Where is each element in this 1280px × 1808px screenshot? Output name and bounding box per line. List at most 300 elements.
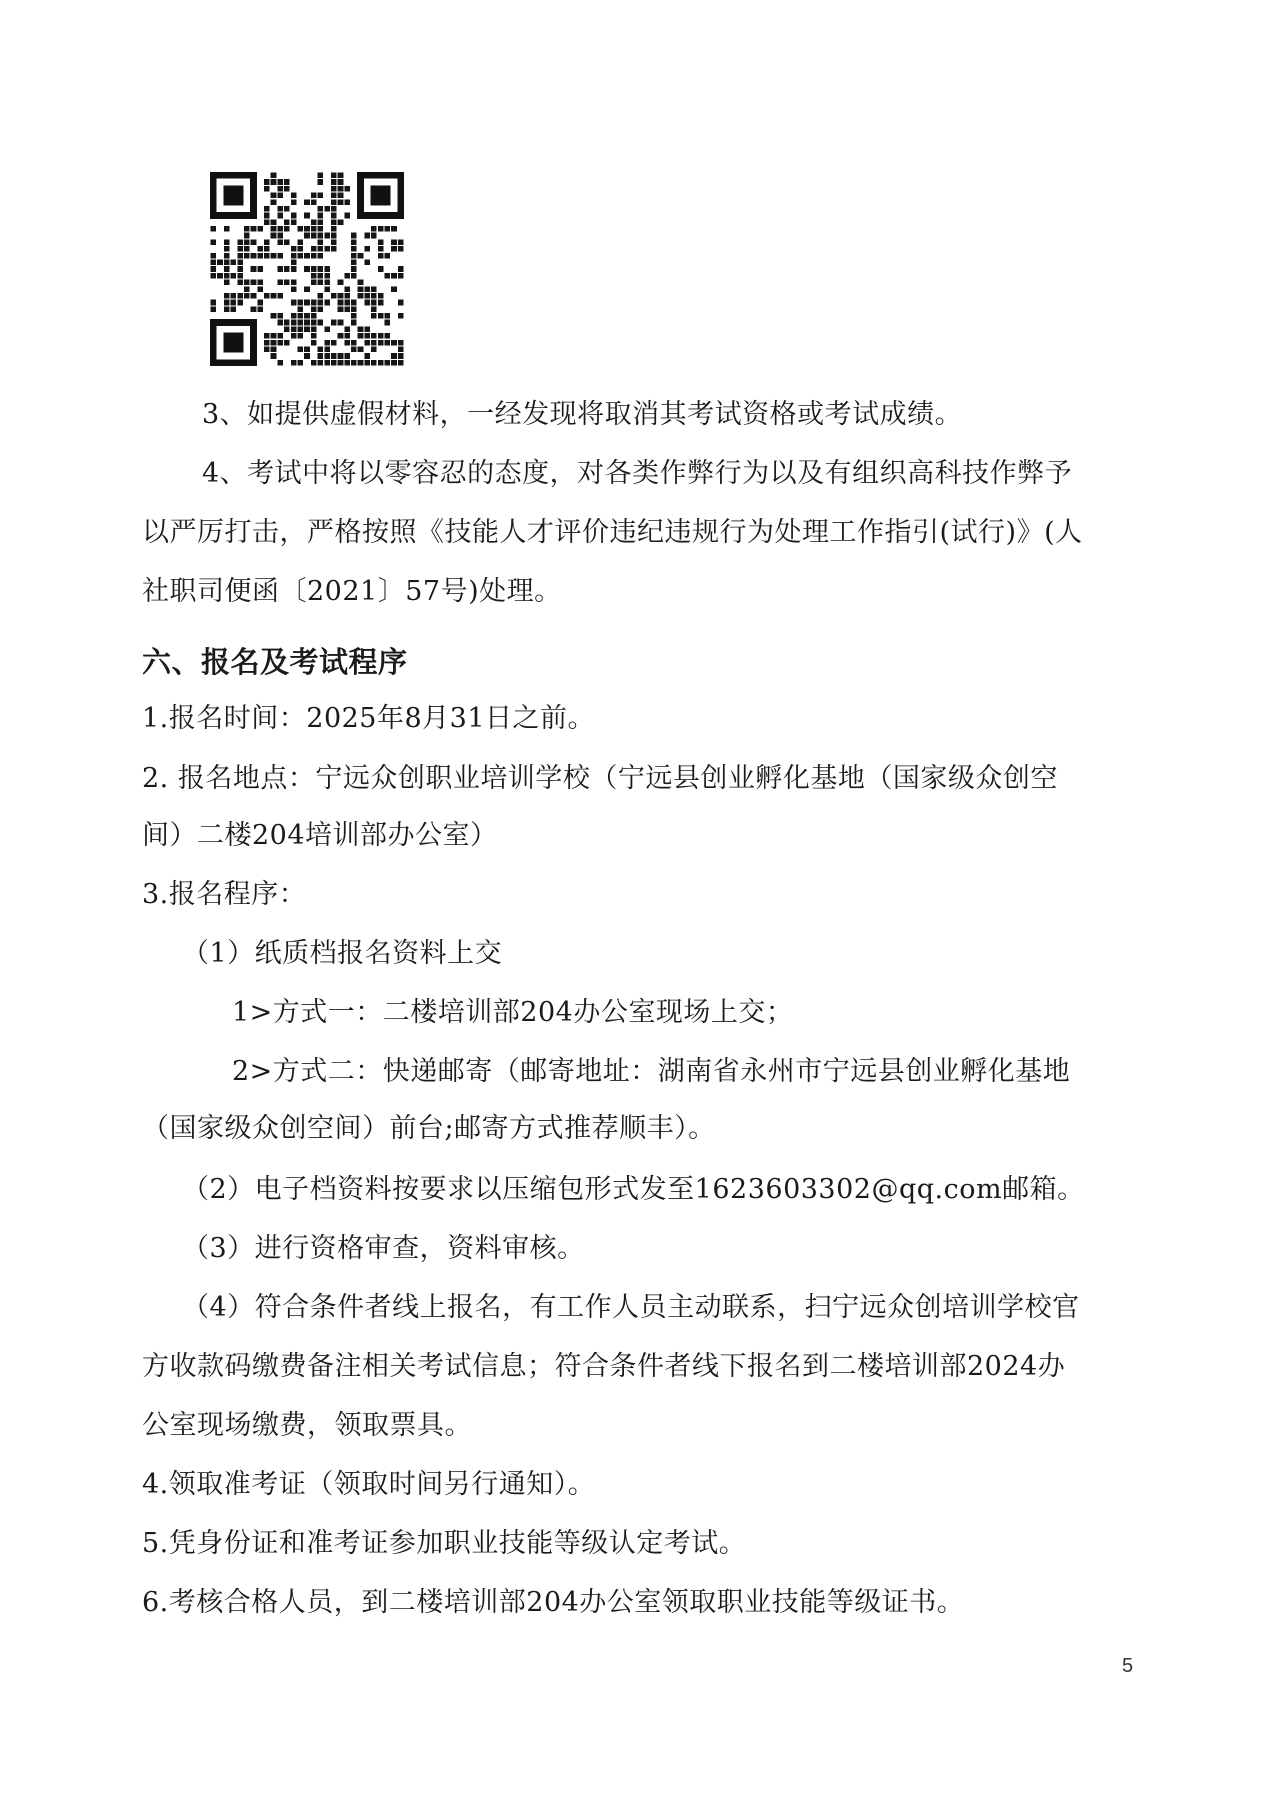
qr-module — [351, 346, 357, 352]
qr-module — [257, 286, 263, 292]
qr-module — [251, 253, 257, 259]
qr-module — [257, 266, 263, 272]
qr-module — [351, 306, 357, 312]
qr-module — [324, 326, 330, 332]
qr-module — [311, 320, 317, 326]
qr-module — [398, 266, 404, 272]
qr-module — [351, 260, 357, 266]
qr-module — [358, 253, 364, 259]
qr-module — [264, 293, 270, 299]
qr-module — [338, 173, 344, 179]
qr-module — [264, 333, 270, 339]
qr-module — [371, 233, 377, 239]
qr-module — [224, 273, 230, 279]
qr-module — [398, 300, 404, 306]
qr-module — [231, 293, 237, 299]
qr-module — [331, 360, 337, 366]
text-line: 4、考试中将以零容忍的态度，对各类作弊行为以及有组织高科技作弊予 — [202, 458, 1073, 489]
qr-module — [378, 313, 384, 319]
qr-module — [291, 253, 297, 259]
qr-module — [257, 253, 263, 259]
qr-module — [291, 313, 297, 319]
qr-module — [217, 260, 223, 266]
qr-module — [378, 246, 384, 252]
qr-module — [264, 246, 270, 252]
qr-module — [318, 239, 324, 245]
qr-module — [391, 226, 397, 232]
qr-module — [224, 293, 230, 299]
qr-module — [318, 353, 324, 359]
qr-module — [351, 246, 357, 252]
qr-module — [298, 360, 304, 366]
qr-module — [224, 280, 230, 286]
qr-module — [298, 300, 304, 306]
qr-module — [351, 239, 357, 245]
qr-module — [304, 320, 310, 326]
qr-module — [244, 233, 250, 239]
qr-module — [264, 346, 270, 352]
qr-module — [257, 280, 263, 286]
qr-module — [277, 293, 283, 299]
qr-module — [331, 353, 337, 359]
qr-module — [291, 286, 297, 292]
qr-module — [224, 226, 230, 232]
qr-module — [384, 313, 390, 319]
qr-module — [364, 353, 370, 359]
qr-module — [338, 280, 344, 286]
qr-module — [264, 253, 270, 259]
qr-module — [331, 179, 337, 185]
qr-module — [277, 253, 283, 259]
qr-module — [344, 353, 350, 359]
qr-module — [244, 253, 250, 259]
qr-module — [291, 199, 297, 205]
qr-module — [311, 233, 317, 239]
qr-module — [257, 300, 263, 306]
qr-code-icon — [210, 172, 404, 366]
text-line: （2）电子档资料按要求以压缩包形式发至1623603302@qq.com邮箱。 — [182, 1174, 1085, 1205]
qr-module — [351, 253, 357, 259]
qr-module — [257, 226, 263, 232]
qr-module — [338, 219, 344, 225]
text-line: （4）符合条件者线上报名，有工作人员主动联系，扫宁远众创培训学校官 — [182, 1292, 1080, 1323]
qr-module — [338, 193, 344, 199]
qr-module — [331, 233, 337, 239]
qr-module — [311, 193, 317, 199]
qr-module — [351, 273, 357, 279]
qr-module — [291, 320, 297, 326]
qr-module — [311, 326, 317, 332]
qr-module — [371, 313, 377, 319]
qr-finder — [210, 172, 257, 219]
qr-module — [311, 306, 317, 312]
qr-module — [211, 226, 217, 232]
qr-module — [284, 179, 290, 185]
qr-module — [391, 273, 397, 279]
qr-module — [291, 300, 297, 306]
qr-module — [311, 333, 317, 339]
qr-module — [371, 340, 377, 346]
text-line: （1）纸质档报名资料上交 — [182, 938, 503, 969]
qr-module — [211, 260, 217, 266]
qr-module — [277, 226, 283, 232]
qr-module — [331, 213, 337, 219]
qr-module — [384, 226, 390, 232]
text-line: 1.报名时间：2025年8月31日之前。 — [142, 703, 596, 734]
qr-module — [277, 186, 283, 192]
qr-module — [271, 346, 277, 352]
qr-module — [311, 313, 317, 319]
qr-module — [331, 186, 337, 192]
qr-module — [277, 239, 283, 245]
qr-module — [304, 233, 310, 239]
qr-module — [391, 340, 397, 346]
qr-module — [211, 253, 217, 259]
qr-module — [304, 199, 310, 205]
qr-module — [358, 293, 364, 299]
qr-module — [324, 286, 330, 292]
qr-module — [351, 300, 357, 306]
qr-module — [398, 353, 404, 359]
qr-module — [378, 340, 384, 346]
qr-module — [324, 300, 330, 306]
qr-module — [318, 179, 324, 185]
qr-module — [378, 333, 384, 339]
qr-module — [224, 306, 230, 312]
qr-module — [264, 219, 270, 225]
qr-module — [384, 320, 390, 326]
qr-module — [364, 300, 370, 306]
qr-module — [344, 213, 350, 219]
qr-module — [358, 333, 364, 339]
qr-module — [211, 239, 217, 245]
qr-module — [384, 360, 390, 366]
qr-module — [277, 193, 283, 199]
qr-module — [298, 313, 304, 319]
qr-module — [318, 246, 324, 252]
qr-module — [338, 300, 344, 306]
qr-module — [364, 360, 370, 366]
qr-module — [291, 260, 297, 266]
qr-module — [378, 266, 384, 272]
qr-module — [284, 340, 290, 346]
qr-module — [304, 353, 310, 359]
qr-module — [264, 186, 270, 192]
qr-module — [344, 300, 350, 306]
qr-module — [324, 360, 330, 366]
qr-module — [251, 226, 257, 232]
qr-module — [324, 340, 330, 346]
qr-module — [364, 286, 370, 292]
qr-module — [217, 273, 223, 279]
text-line: 3、如提供虚假材料，一经发现将取消其考试资格或考试成绩。 — [202, 399, 963, 430]
qr-module — [318, 306, 324, 312]
qr-module — [351, 320, 357, 326]
qr-module — [344, 273, 350, 279]
qr-module — [311, 199, 317, 205]
qr-module — [211, 266, 217, 272]
qr-module — [264, 206, 270, 212]
qr-module — [391, 353, 397, 359]
qr-module — [298, 253, 304, 259]
qr-module — [244, 239, 250, 245]
qr-module — [378, 253, 384, 259]
qr-module — [344, 333, 350, 339]
qr-module — [251, 280, 257, 286]
qr-module — [304, 313, 310, 319]
qr-module — [237, 266, 243, 272]
qr-module — [277, 333, 283, 339]
qr-module — [298, 246, 304, 252]
qr-module — [351, 233, 357, 239]
qr-module — [291, 280, 297, 286]
qr-module — [344, 199, 350, 205]
qr-module — [318, 273, 324, 279]
qr-module — [251, 239, 257, 245]
qr-module — [264, 179, 270, 185]
qr-module — [271, 353, 277, 359]
qr-module — [257, 306, 263, 312]
qr-module — [338, 353, 344, 359]
qr-module — [358, 360, 364, 366]
qr-module — [237, 239, 243, 245]
qr-module — [298, 333, 304, 339]
qr-module — [364, 340, 370, 346]
text-line: 方收款码缴费备注相关考试信息；符合条件者线下报名到二楼培训部2024办 — [142, 1351, 1066, 1382]
qr-module — [271, 333, 277, 339]
qr-module — [344, 326, 350, 332]
qr-module — [358, 346, 364, 352]
qr-module — [324, 206, 330, 212]
qr-module — [364, 246, 370, 252]
qr-module — [391, 239, 397, 245]
qr-module — [284, 206, 290, 212]
qr-module — [271, 340, 277, 346]
qr-module — [264, 239, 270, 245]
text-line: 以严厉打击，严格按照《技能人才评价违纪违规行为处理工作指引(试行)》(人 — [142, 517, 1083, 548]
qr-module — [271, 226, 277, 232]
qr-module — [311, 280, 317, 286]
qr-module — [344, 293, 350, 299]
qr-module — [224, 260, 230, 266]
qr-module — [324, 246, 330, 252]
text-line: 5.凭身份证和准考证参加职业技能等级认定考试。 — [142, 1528, 747, 1559]
qr-module — [384, 333, 390, 339]
qr-module — [378, 293, 384, 299]
qr-module — [237, 253, 243, 259]
qr-module — [331, 219, 337, 225]
qr-module — [298, 326, 304, 332]
section-heading: 六、报名及考试程序 — [142, 645, 408, 679]
qr-module — [271, 173, 277, 179]
qr-module — [237, 273, 243, 279]
qr-module — [304, 266, 310, 272]
qr-module — [344, 306, 350, 312]
qr-module — [351, 340, 357, 346]
qr-module — [318, 293, 324, 299]
qr-module — [277, 360, 283, 366]
qr-module — [271, 193, 277, 199]
qr-module — [304, 300, 310, 306]
qr-module — [304, 253, 310, 259]
qr-module — [371, 333, 377, 339]
qr-module — [398, 313, 404, 319]
qr-module — [284, 186, 290, 192]
qr-module — [311, 273, 317, 279]
qr-module — [244, 246, 250, 252]
qr-module — [237, 246, 243, 252]
qr-module — [311, 253, 317, 259]
qr-module — [224, 239, 230, 245]
qr-module — [311, 246, 317, 252]
text-line: 1>方式一：二楼培训部204办公室现场上交； — [232, 997, 794, 1028]
qr-module — [304, 326, 310, 332]
qr-module — [251, 266, 257, 272]
qr-module — [338, 179, 344, 185]
qr-module — [371, 293, 377, 299]
qr-module — [271, 293, 277, 299]
qr-module — [231, 306, 237, 312]
qr-module — [351, 266, 357, 272]
qr-module — [284, 219, 290, 225]
qr-module — [318, 219, 324, 225]
qr-module — [364, 326, 370, 332]
qr-module — [284, 266, 290, 272]
qr-module — [398, 239, 404, 245]
qr-module — [391, 360, 397, 366]
qr-module — [291, 213, 297, 219]
qr-module — [237, 293, 243, 299]
qr-module — [284, 326, 290, 332]
qr-module — [378, 300, 384, 306]
qr-module — [244, 226, 250, 232]
qr-module — [371, 360, 377, 366]
qr-module — [344, 186, 350, 192]
qr-module — [351, 360, 357, 366]
qr-module — [331, 340, 337, 346]
qr-module — [338, 320, 344, 326]
qr-module — [318, 233, 324, 239]
qr-module — [224, 300, 230, 306]
qr-module — [398, 346, 404, 352]
qr-module — [277, 233, 283, 239]
qr-module — [358, 286, 364, 292]
qr-module — [264, 213, 270, 219]
qr-module — [318, 300, 324, 306]
qr-module — [344, 360, 350, 366]
qr-module — [244, 286, 250, 292]
qr-module — [291, 333, 297, 339]
qr-module — [318, 346, 324, 352]
qr-module — [311, 266, 317, 272]
qr-module — [257, 246, 263, 252]
qr-finder — [210, 319, 257, 366]
qr-module — [318, 253, 324, 259]
qr-module — [318, 206, 324, 212]
qr-module — [384, 273, 390, 279]
qr-module — [331, 293, 337, 299]
qr-module — [331, 246, 337, 252]
qr-module — [371, 300, 377, 306]
qr-module — [298, 346, 304, 352]
qr-module — [338, 306, 344, 312]
qr-module — [211, 273, 217, 279]
qr-module — [311, 360, 317, 366]
qr-module — [331, 199, 337, 205]
qr-module — [311, 300, 317, 306]
qr-module — [344, 340, 350, 346]
qr-module — [291, 326, 297, 332]
qr-module — [304, 286, 310, 292]
qr-module — [291, 219, 297, 225]
qr-module — [331, 320, 337, 326]
qr-finder — [357, 172, 404, 219]
qr-module — [277, 313, 283, 319]
qr-module — [277, 206, 283, 212]
qr-module — [351, 313, 357, 319]
qr-module — [331, 239, 337, 245]
text-line: 3.报名程序： — [142, 879, 307, 910]
qr-module — [358, 280, 364, 286]
qr-module — [237, 280, 243, 286]
qr-module — [331, 193, 337, 199]
qr-module — [324, 266, 330, 272]
qr-module — [398, 340, 404, 346]
qr-module — [324, 346, 330, 352]
qr-module — [391, 286, 397, 292]
qr-module — [398, 360, 404, 366]
qr-module — [318, 213, 324, 219]
qr-module — [277, 320, 283, 326]
qr-module — [364, 333, 370, 339]
qr-module — [371, 286, 377, 292]
qr-module — [271, 313, 277, 319]
qr-module — [344, 286, 350, 292]
qr-module — [251, 306, 257, 312]
qr-module — [331, 226, 337, 232]
qr-module — [298, 226, 304, 232]
qr-module — [331, 173, 337, 179]
qr-module — [358, 326, 364, 332]
qr-module — [324, 273, 330, 279]
qr-module — [284, 239, 290, 245]
qr-module — [304, 226, 310, 232]
text-line: （3）进行资格审查，资料审核。 — [182, 1233, 585, 1264]
qr-module — [398, 273, 404, 279]
qr-module — [318, 280, 324, 286]
qr-module — [224, 253, 230, 259]
qr-module — [318, 193, 324, 199]
qr-module — [318, 360, 324, 366]
qr-module — [371, 306, 377, 312]
page-number: 5 — [1122, 1655, 1134, 1677]
qr-module — [277, 179, 283, 185]
qr-module — [378, 360, 384, 366]
qr-module — [338, 199, 344, 205]
text-line: 6.考核合格人员，到二楼培训部204办公室领取职业技能等级证书。 — [142, 1587, 965, 1618]
qr-module — [364, 293, 370, 299]
qr-module — [264, 340, 270, 346]
qr-module — [291, 360, 297, 366]
qr-module — [251, 293, 257, 299]
qr-module — [378, 226, 384, 232]
qr-module — [271, 253, 277, 259]
qr-module — [304, 213, 310, 219]
qr-module — [304, 346, 310, 352]
text-line: （国家级众创空间）前台;邮寄方式推荐顺丰）。 — [142, 1113, 716, 1144]
qr-module — [224, 246, 230, 252]
qr-module — [398, 246, 404, 252]
